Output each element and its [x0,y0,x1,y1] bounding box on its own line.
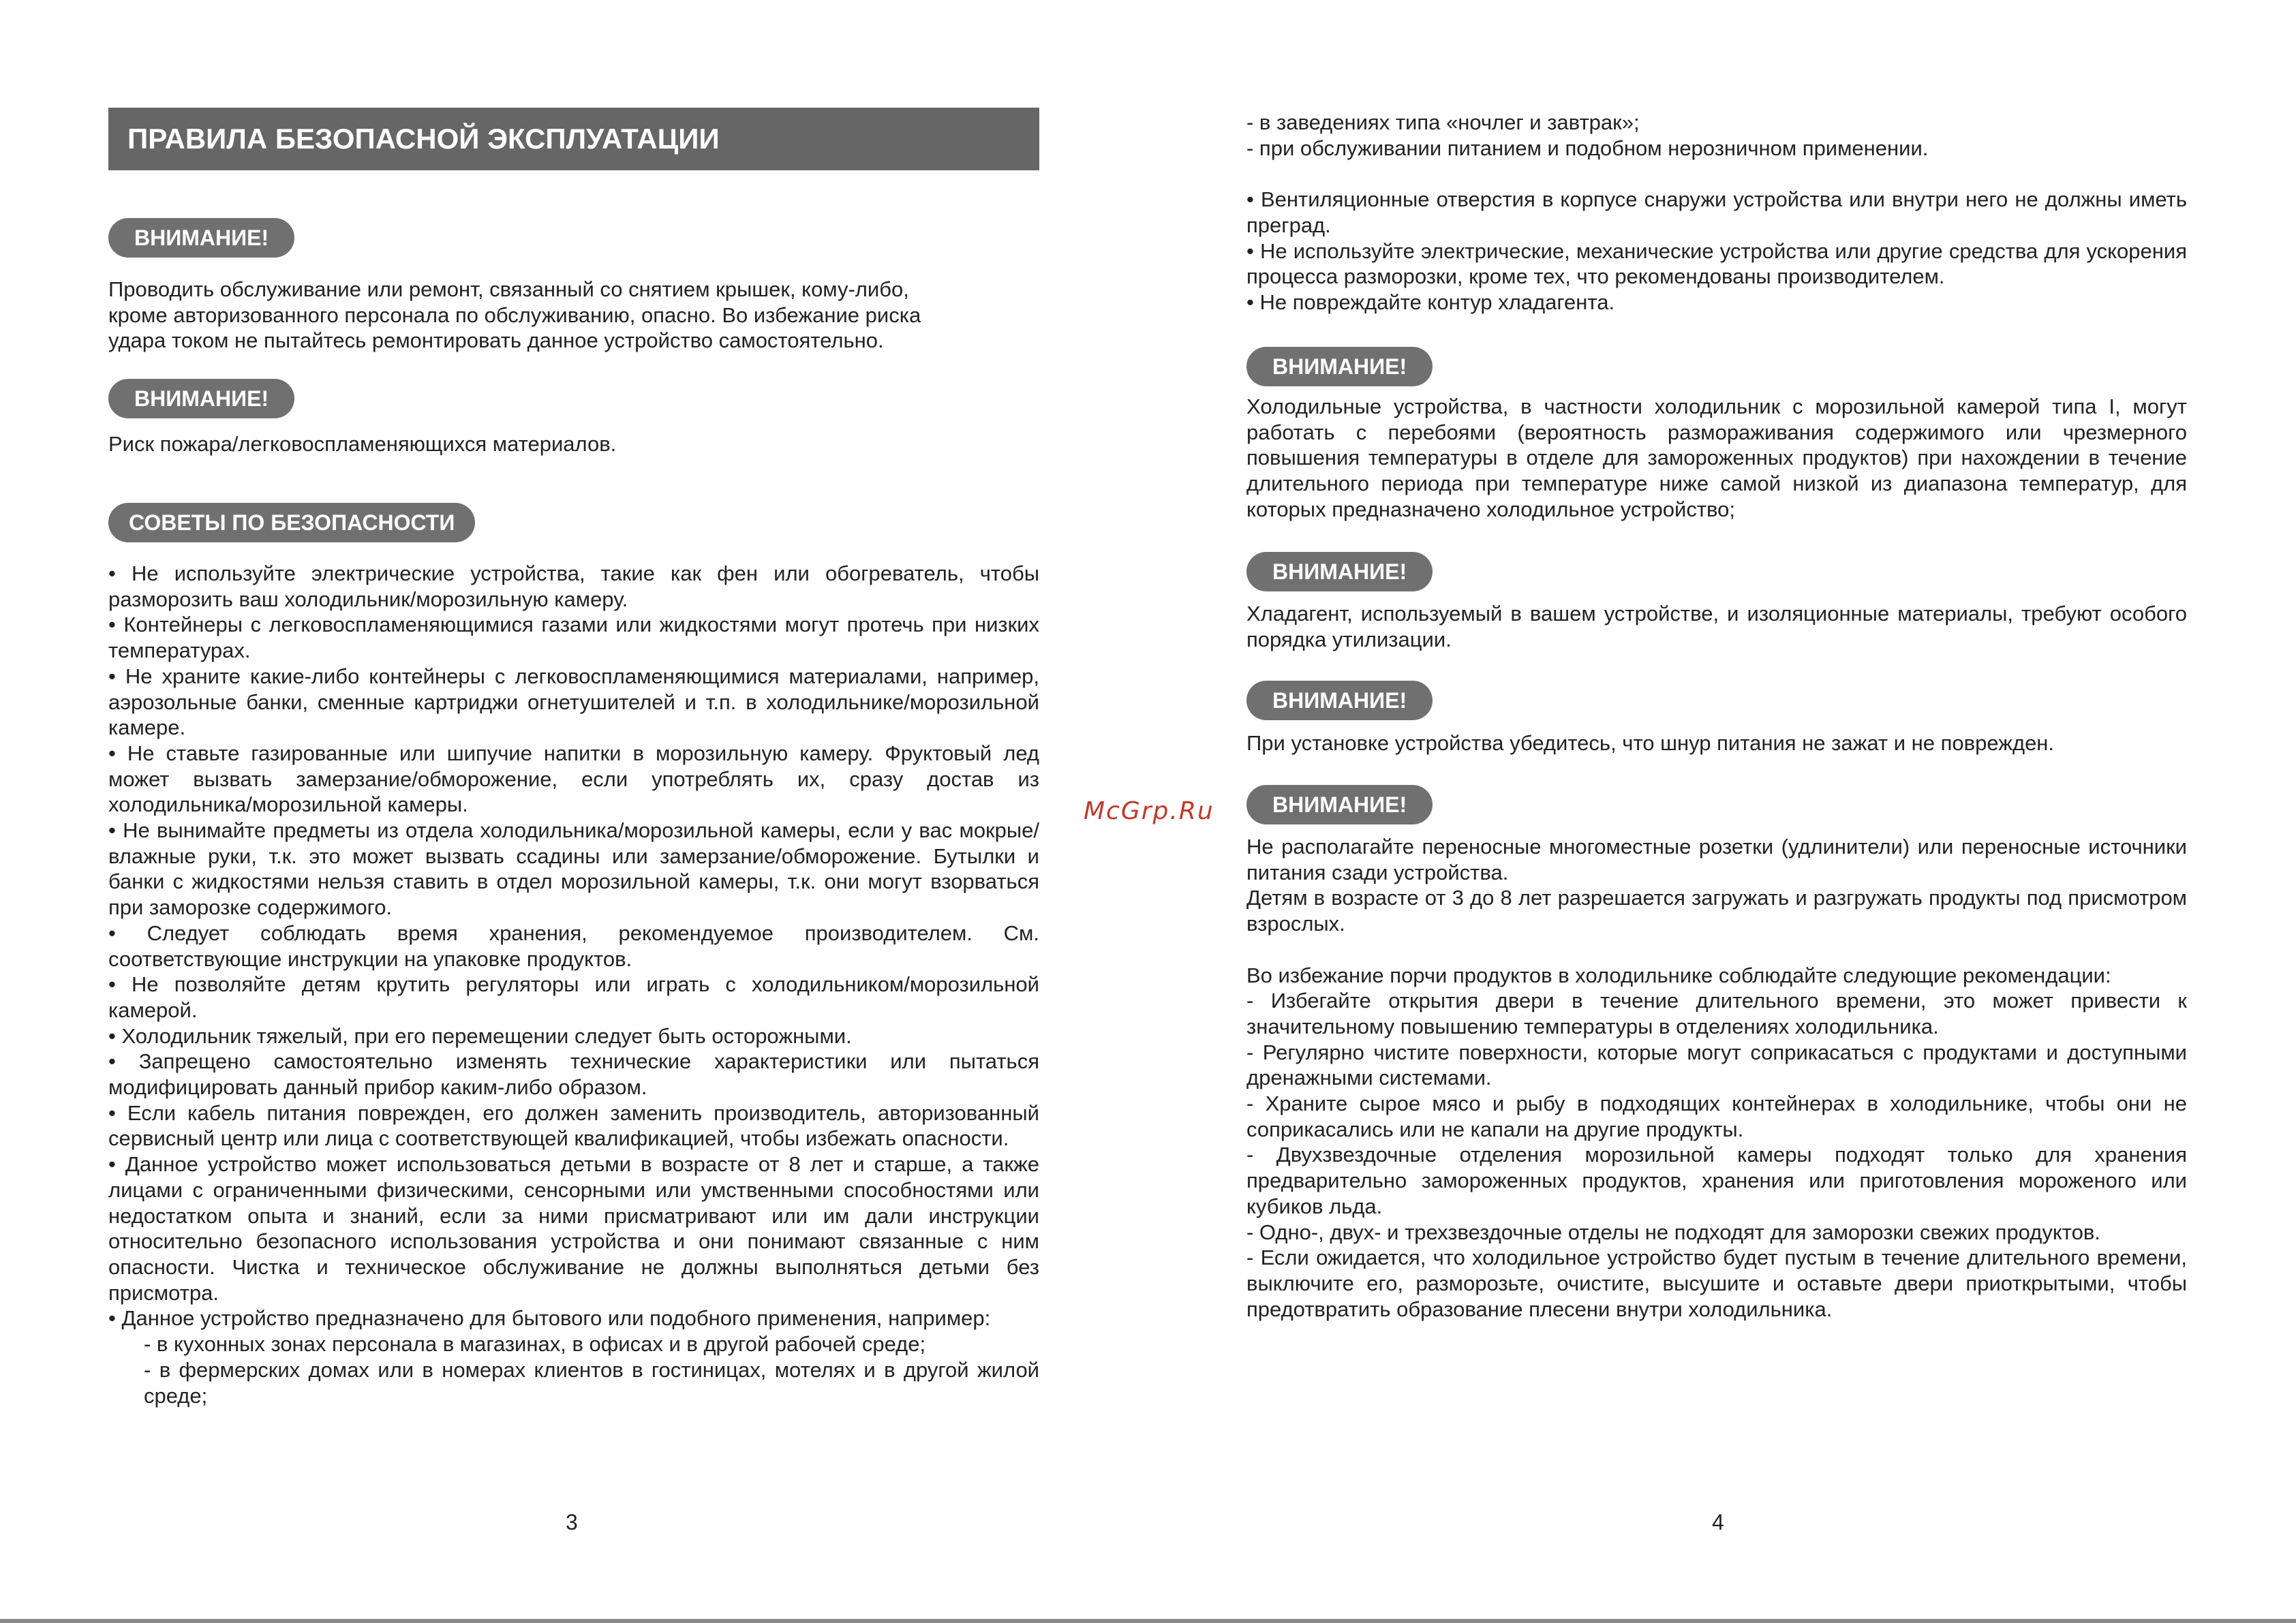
list-item: - Избегайте открытия двери в течение длительного времени, это может привести к значительному повышению температуры в отделениях холодильника. [1246,989,2187,1038]
page-title: ПРАВИЛА БЕЗОПАСНОЙ ЭКСПЛУАТАЦИИ [108,108,1039,170]
list-item: - при обслуживании питанием и подобном нерозничном применении. [1246,136,1929,160]
list-item: • Данное устройство предназначено для бытового или подобного применения, например: [108,1306,991,1331]
page-number: 4 [1712,1510,1724,1534]
warning-badge: ВНИМАНИЕ! [108,379,294,418]
list-item: • Не позволяйте детям крутить регуляторы или играть с холодильником/морозильной камерой. [108,972,1039,1022]
text-line: Не располагайте переносные многоместные розетки (удлинители) или переносные источники питания сзади устройства. [1246,835,2187,884]
list-item: • Если кабель питания поврежден, его должен заменить производитель, авторизованный сервисный центр или лица с соответствующей квалификацией, чтобы избежать опасности. [108,1100,1039,1151]
text-line: кроме авторизованного персонала по обслуживанию, опасно. Во избежание риска [108,303,921,327]
warning-text [1246,730,2187,756]
list-item: • Холодильник тяжелый, при его перемещении следует быть осторожными. [108,1023,852,1048]
list-item: - в заведениях типа «ночлег и завтрак»; [1246,110,1640,134]
sub-list-item: - в фермерских домах или в номерах клиентов в гостиницах, мотелях и в другой жилой среде; [144,1357,1039,1408]
list-item: - Одно-, двух- и трехзвездочные отделы не подходят для заморозки свежих продуктов. [1246,1220,2100,1244]
list-item: - Если ожидается, что холодильное устройство будет пустым в течение длительного времени, выключите его, разморозьте, очистите, высушите и оставьте двери приоткрытыми, чтобы предотвратить образование плесени внутри холодильника. [1246,1246,2187,1321]
bottom-border [0,1619,2296,1623]
list-item: • Данное устройство может использоваться детьми в возрасте от 8 лет и старше, а также лицами с ограниченными физическими, сенсорными или умственными способностями или недостатком опыта и знаний, если за ними присматривают или им дали инструкции относительно безопасного использования устройства и они понимают связанные с ним опасности. Чистка и техническое обслуживание не должны выполняться детьми без присмотра. [108,1152,1039,1305]
text-line: Холодильные устройства, в частности холодильник с морозильной камерой типа I, могут работать с перебоями (вероятность размораживания содержимого или чрезмерного повышения температуры в отделе для замороженных продуктов) при нахождении в течение длительного периода при температуре ниже самой низкой из диапазона температур, для которых предназначено холодильное устройство; [1246,395,2187,521]
text-line: Детям в возрасте от 3 до 8 лет разрешается загружать и разгружать продукты под присмотром взрослых. [1246,886,2187,936]
text-line: Проводить обслуживание или ремонт, связанный со снятием крышек, кому-либо, [108,277,909,301]
list-item: • Не повреждайте контур хладагента. [1246,290,1615,314]
warning-text [1246,394,2187,523]
list-item: - Храните сырое мясо и рыбу в подходящих контейнерах в холодильнике, чтобы они не соприкасались или не капали на другие продукты. [1246,1092,2187,1141]
recommendations-heading: Во избежание порчи продуктов в холодильнике соблюдайте следующие рекомендации: [1246,963,2111,987]
list-item: • Не используйте электрические, механические устройства или другие средства для ускорения процесса разморозки, кроме тех, что рекомендованы производителем. [1246,238,2187,289]
page-number: 3 [566,1510,578,1534]
list-item: • Запрещено самостоятельно изменять технические характеристики или пытаться модифицировать данный прибор каким-либо образом. [108,1049,1039,1100]
list-item: • Следует соблюдать время хранения, рекомендуемое производителем. См. соответствующие инструкции на упаковке продуктов. [108,921,1039,971]
list-item: • Не ставьте газированные или шипучие напитки в морозильную камеру. Фруктовый лед может вызвать замерзание/обморожение, если употреблять их, сразу достав из холодильника/морозильной камеры. [108,741,1039,817]
list-item: • Не используйте электрические устройства, такие как фен или обогреватель, чтобы разморозить ваш холодильник/морозильную камеру. [108,561,1039,611]
list-item: - Двухзвездочные отделения морозильной камеры подходят только для хранения предварительно замороженных продуктов, хранения или приготовления мороженого или кубиков льда. [1246,1143,2187,1218]
warning-text [1246,834,2187,1322]
warning-text [108,431,1039,457]
warning-text [108,277,1039,354]
warning-badge: ВНИМАНИЕ! [1246,785,1433,824]
list-item: • Вентиляционные отверстия в корпусе снаружи устройства или внутри него не должны иметь преград. [1246,187,2187,237]
text-line: удара током не пытайтесь ремонтировать данное устройство самостоятельно. [108,328,884,353]
text-line: Риск пожара/легковоспламеняющихся материалов. [108,432,617,456]
safety-tips-list [108,561,1039,1408]
safety-tips-badge: СОВЕТЫ ПО БЕЗОПАСНОСТИ [108,503,475,542]
warning-badge: ВНИМАНИЕ! [108,218,294,258]
warning-badge: ВНИМАНИЕ! [1246,552,1433,591]
intro-list [1246,110,2187,315]
list-item: - Регулярно чистите поверхности, которые могут соприкасаться с продуктами и доступными дренажными системами. [1246,1040,2187,1090]
warning-text [1246,601,2187,652]
text-line: При установке устройства убедитесь, что шнур питания не зажат и не поврежден. [1246,731,2055,755]
warning-badge: ВНИМАНИЕ! [1246,681,1433,720]
warning-badge: ВНИМАНИЕ! [1246,347,1433,386]
text-line: Хладагент, используемый в вашем устройстве, и изоляционные материалы, требуют особого порядка утилизации. [1246,602,2187,651]
watermark-text: McGrp.Ru [1084,797,1214,825]
sub-list-item: - в кухонных зонах персонала в магазинах, в офисах и в другой рабочей среде; [144,1332,926,1357]
list-item: • Не храните какие-либо контейнеры с легковоспламеняющимися материалами, например, аэрозольные банки, сменные картриджи огнетушителей и т.п. в холодильнике/морозильной камере. [108,664,1039,740]
list-item: • Контейнеры с легковоспламеняющимися газами или жидкостями могут протечь при низких температурах. [108,613,1039,663]
list-item: • Не вынимайте предметы из отдела холодильника/морозильной камеры, если у вас мокрые/влажные руки, т.к. это может вызвать ссадины или замерзание/обморожение. Бутылки и банки с жидкостями нельзя ставить в отдел морозильной камеры, т.к. они могут взорваться при заморозке содержимого. [108,818,1039,920]
